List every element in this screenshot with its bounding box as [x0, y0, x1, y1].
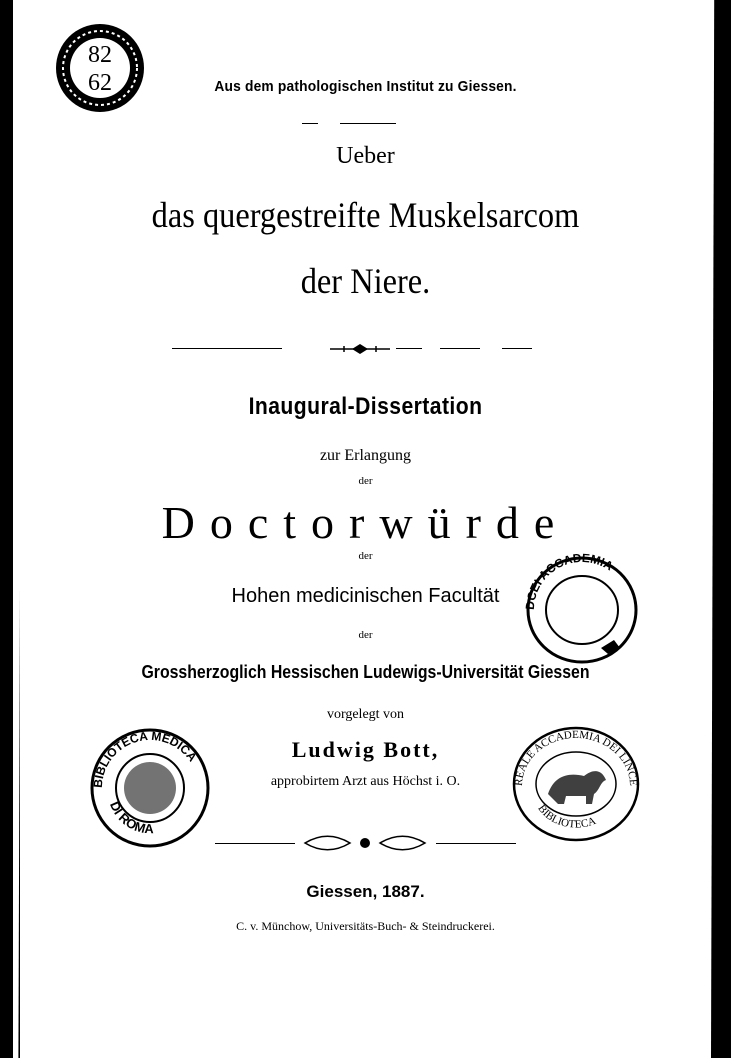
institute-line: Aus dem pathologischen Institut zu Giessen.: [214, 78, 517, 95]
divider-short-1: [302, 123, 318, 124]
der-line-3: der: [358, 629, 373, 641]
svg-text:BIBLIOTECA: [535, 803, 597, 831]
accademia-stamp: [516, 548, 646, 668]
ornament-divider: [330, 342, 390, 356]
ornament-line-right: [436, 843, 516, 844]
divider-left: [172, 348, 282, 349]
shelf-mark-seal: [52, 20, 152, 120]
bottom-ornament: [300, 832, 430, 854]
place-year: Giessen, 1887.: [306, 882, 425, 901]
author-note: approbirtem Arzt aus Höchst i. O.: [270, 774, 461, 789]
dissertation-heading: Inaugural-Dissertation: [248, 393, 483, 420]
divider-right: [396, 348, 422, 349]
university-line: Grossherzoglich Hessischen Ludewigs-Universität Giessen: [141, 662, 590, 682]
printer-line: C. v. Münchow, Universitäts-Buch- & Steindruckerei.: [236, 919, 495, 933]
submitted-by-line: vorgelegt von: [326, 707, 405, 722]
biblioteca-medica-stamp: [84, 722, 214, 852]
divider-right-2: [440, 348, 480, 349]
der-line-2: der: [358, 550, 373, 562]
shelf-mark-bottom: 62: [88, 70, 112, 96]
shelf-mark-top: 82: [88, 42, 112, 68]
di-roma-text: DI ROMA: [106, 799, 154, 837]
purpose-line: zur Erlangung: [319, 447, 412, 464]
faculty-line: Hohen medicinischen Facultät: [231, 585, 500, 607]
accademia-stamp-text: DCEI ACCADEMIA: [522, 550, 616, 611]
pre-title: Ueber: [336, 143, 395, 169]
ornament-line-left: [215, 843, 295, 844]
lincei-stamp: [508, 724, 644, 844]
biblioteca-medica-text: BIBLIOTECA MEDICA: [90, 728, 200, 789]
degree-heading: Doctorwürde: [161, 497, 570, 548]
divider-short-2: [340, 123, 396, 124]
title-line-2: der Niere.: [300, 261, 431, 301]
divider-right-3: [502, 348, 532, 349]
der-line-1: der: [358, 475, 373, 487]
lincei-stamp-text: REALE ACCADEMIA DEI LINCE: [512, 728, 640, 787]
author-name: Ludwig Bott,: [291, 737, 440, 762]
lincei-biblioteca-text: BIBLIOTECA: [535, 802, 598, 831]
title-line-1: das quergestreifte Muskelsarcom: [151, 195, 580, 235]
